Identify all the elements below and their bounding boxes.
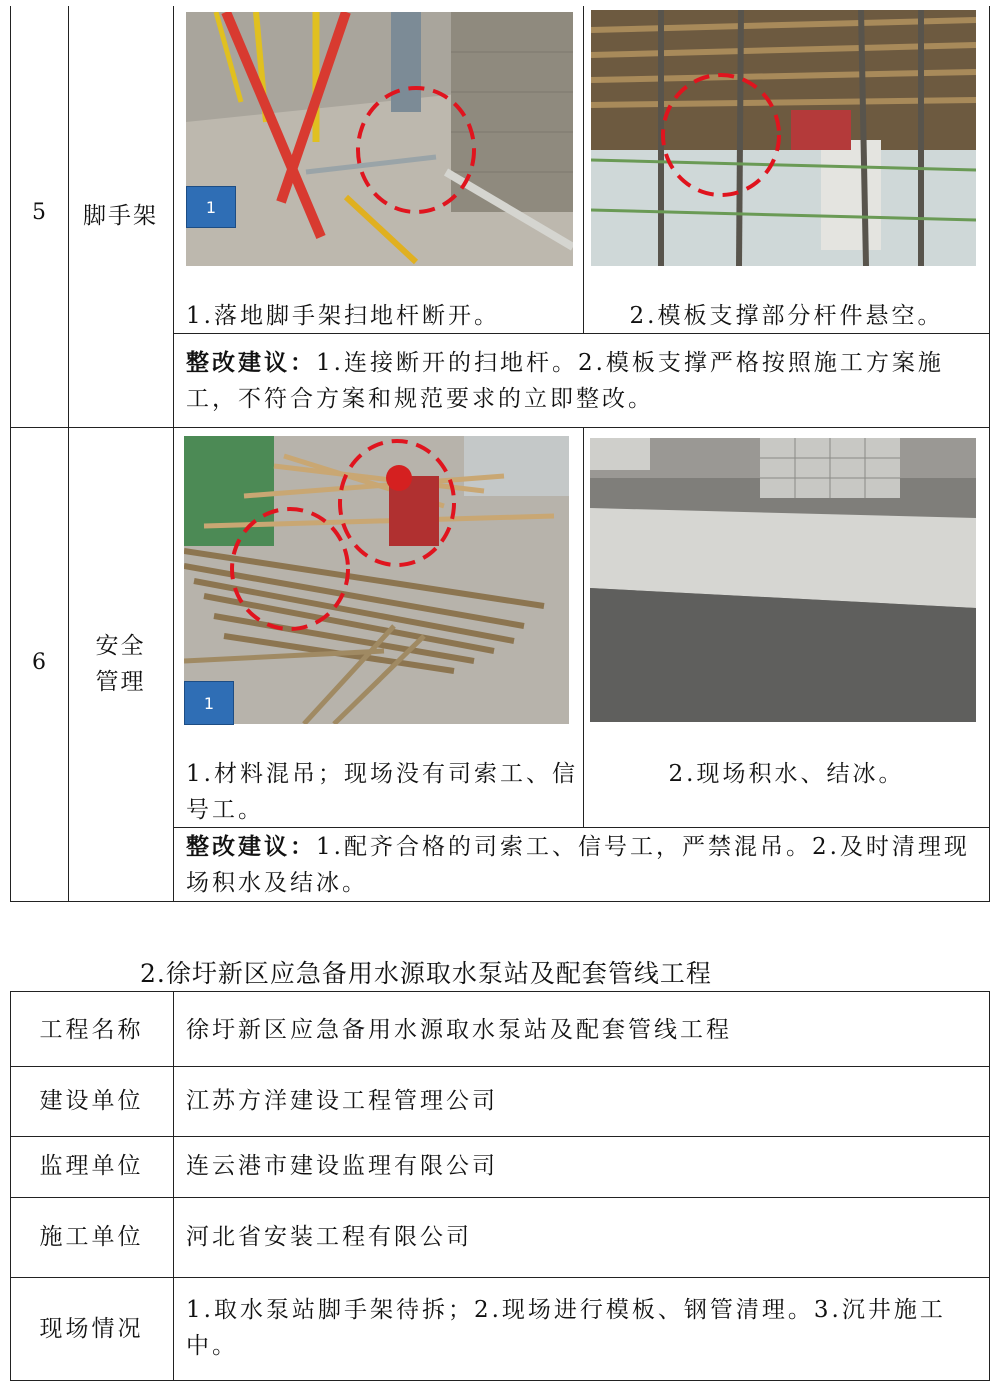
photo-caption: 1.材料混吊；现场没有司索工、信号工。	[186, 761, 578, 823]
info-label: 施工单位	[39, 1224, 144, 1250]
water-freezing-photo	[590, 438, 976, 722]
row-category-line: 管理	[95, 669, 146, 695]
rectification-suggestion	[186, 829, 978, 901]
project-name-value: 徐圩新区应急备用水源取水泵站及配套管线工程	[186, 1017, 732, 1043]
photo-caption: 1.落地脚手架扫地杆断开。	[186, 303, 500, 329]
suggestion-label: 整改建议：	[186, 833, 316, 860]
row-category	[68, 628, 173, 700]
row-category: 脚手架	[83, 203, 158, 229]
mixed-hoisting-photo	[184, 436, 569, 724]
row-number: 5	[32, 200, 46, 225]
photo-badge: 1	[184, 681, 234, 725]
formwork-support-photo	[591, 10, 976, 266]
contractor-unit-value: 河北省安装工程有限公司	[186, 1224, 472, 1250]
suggestion-text: 1.配齐合格的司索工、信号工，严禁混吊。2.及时清理现场积水及结冰。	[186, 834, 970, 896]
section-heading: 2.徐圩新区应急备用水源取水泵站及配套管线工程	[140, 959, 712, 988]
suggestion-text: 1.连接断开的扫地杆。2.模板支撑严格按照施工方案施工，不符合方案和规范要求的立即整改。	[186, 350, 944, 412]
photo-caption: 2.现场积水、结冰。	[668, 761, 905, 787]
info-label: 工程名称	[39, 1017, 144, 1043]
scaffold-sweep-pole-photo	[186, 12, 573, 266]
suggestion-label: 整改建议：	[186, 349, 316, 376]
site-status-value: 1.取水泵站脚手架待拆；2.现场进行模板、钢管清理。3.沉井施工中。	[186, 1297, 946, 1359]
row-number: 6	[32, 650, 46, 675]
info-label: 监理单位	[39, 1153, 144, 1179]
info-label: 现场情况	[39, 1316, 144, 1342]
rectification-suggestion	[186, 345, 978, 417]
photo-caption: 2.模板支撑部分杆件悬空。	[629, 303, 944, 329]
row-category-line: 安全	[95, 633, 146, 659]
supervision-unit-value: 连云港市建设监理有限公司	[186, 1153, 498, 1179]
construction-unit-value: 江苏方洋建设工程管理公司	[186, 1088, 498, 1114]
photo-badge: 1	[186, 186, 236, 228]
info-label: 建设单位	[39, 1088, 144, 1114]
